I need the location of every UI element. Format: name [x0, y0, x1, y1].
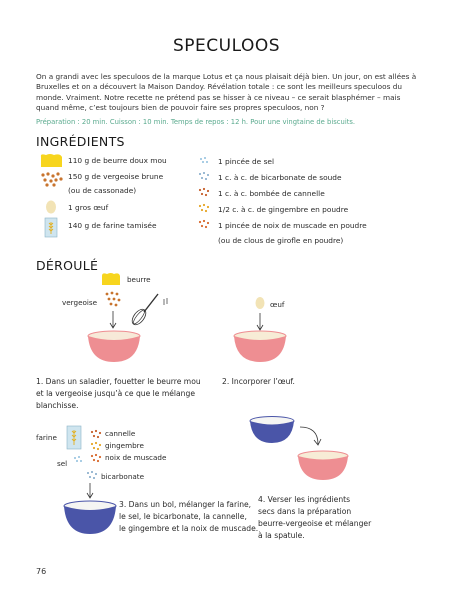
mixing-bowl [62, 500, 118, 536]
egg-icon [254, 296, 266, 310]
mixing-bowl [86, 330, 142, 364]
label-ginger: gingembre [105, 441, 144, 450]
flour-bag-icon [44, 216, 58, 238]
brown-sugar-icon [104, 291, 122, 307]
ingredient-butter: 110 g de beurre doux mou [68, 156, 167, 165]
step-4-line-1: 4. Verser les ingrédients [258, 495, 351, 504]
curved-arrow-icon [298, 424, 324, 450]
ginger-icon [90, 441, 102, 451]
ingredients-heading: INGRÉDIENTS [36, 134, 125, 149]
ingredient-nutmeg-alt: (ou de clous de girofle en poudre) [218, 236, 344, 245]
step-3-line-3: le gingembre et la noix de muscade. [119, 524, 259, 533]
ingredient-ginger: 1/2 c. à c. de gingembre en poudre [218, 205, 349, 214]
arrow-icon [108, 310, 118, 330]
butter-icon [100, 272, 122, 286]
step-4-line-3: beurre-vergeoise et mélanger [258, 519, 372, 528]
label-salt: sel [57, 459, 68, 468]
salt-icon [198, 156, 210, 166]
step-2-line-1: 2. Incorporer l’œuf. [222, 377, 295, 386]
page-number: 76 [36, 567, 47, 576]
intro-paragraph: On a grandi avec les speculoos de la marque Lotus et ça nous plaisait déjà bien. Un jour, on est allées à Bruxelles et on a découvert la Maison Dandoy. Révélation totale : ce sont les meilleurs speculoos du monde. Vraiment. Notre recette ne prétend pas se hisser à ce niveau – ce serait blasphémer – mais quand même, c’est toujours bien de pouvoir faire ses propres speculoos, non ? [36, 72, 417, 113]
brown-sugar-icon [40, 172, 64, 186]
mixing-bowl [296, 450, 350, 482]
prep-info: Préparation : 20 min. Cuisson : 10 min. Temps de repos : 12 h. Pour une vingtaine de biscuits. [36, 118, 356, 126]
cinnamon-icon [90, 429, 102, 439]
label-cinnamon: cannelle [105, 429, 136, 438]
salt-icon [72, 455, 84, 465]
page-title: SPECULOOS [172, 36, 280, 56]
label-nutmeg: noix de muscade [105, 453, 167, 462]
label-sugar: vergeoise [62, 298, 98, 307]
ginger-icon [198, 203, 210, 213]
whisk-icon [128, 290, 174, 328]
ingredient-sugar-alt: (ou de cassonade) [68, 186, 137, 195]
label-flour: farine [36, 433, 57, 442]
ingredient-nutmeg: 1 pincée de noix de muscade en poudre [218, 221, 367, 230]
step-3-line-1: 3. Dans un bol, mélanger la farine, [119, 500, 252, 509]
baking-soda-icon [198, 171, 210, 181]
arrow-icon [255, 312, 265, 332]
label-baking-soda: bicarbonate [101, 472, 145, 481]
ingredient-egg: 1 gros œuf [68, 203, 109, 212]
label-egg: œuf [270, 300, 285, 309]
cinnamon-icon [198, 187, 210, 197]
nutmeg-icon [198, 219, 210, 229]
step-1-line-3: blanchisse. [36, 401, 79, 410]
method-heading: DÉROULÉ [36, 258, 99, 273]
step-3-line-2: le sel, le bicarbonate, la cannelle, [119, 512, 247, 521]
ingredient-flour: 140 g de farine tamisée [68, 221, 157, 230]
ingredient-salt: 1 pincée de sel [218, 157, 275, 166]
mixing-bowl [248, 416, 296, 444]
step-1-line-2: et la vergeoise jusqu’à ce que le mélange [36, 389, 195, 398]
ingredient-sugar: 150 g de vergeoise brune [68, 172, 164, 181]
step-1-line-1: 1. Dans un saladier, fouetter le beurre mou [36, 377, 201, 386]
ingredient-cinnamon: 1 c. à c. bombée de cannelle [218, 189, 325, 198]
arrow-icon [85, 482, 95, 502]
egg-icon [45, 199, 57, 214]
nutmeg-icon [90, 453, 102, 463]
baking-soda-icon [86, 470, 98, 480]
flour-bag-icon [66, 424, 82, 450]
butter-icon [38, 153, 64, 169]
mixing-bowl [232, 330, 288, 364]
ingredient-baking-soda: 1 c. à c. de bicarbonate de soude [218, 173, 342, 182]
step-4-line-4: à la spatule. [258, 531, 305, 540]
label-butter: beurre [127, 275, 151, 284]
step-4-line-2: secs dans la préparation [258, 507, 352, 516]
